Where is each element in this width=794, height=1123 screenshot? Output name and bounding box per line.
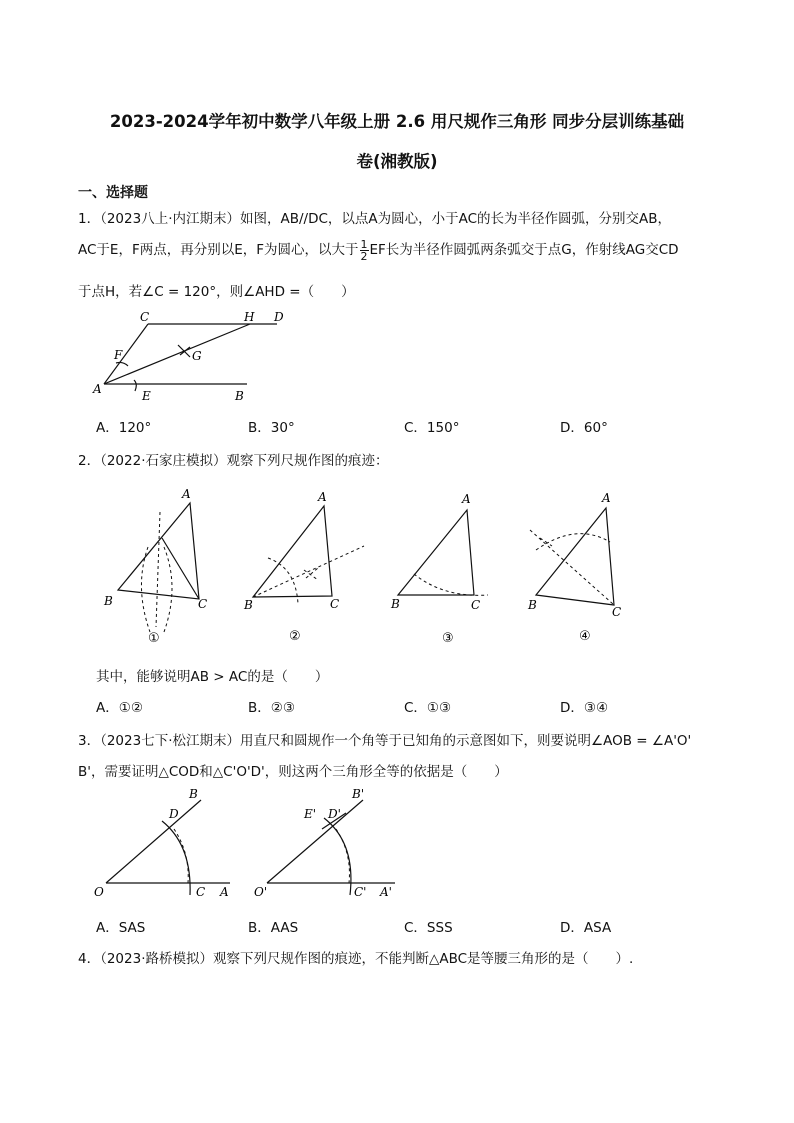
label-E: E xyxy=(142,389,151,403)
q3-option-a[interactable]: A．SAS xyxy=(96,920,146,936)
q3-label-C-prime: C' xyxy=(354,885,367,899)
fraction-half: $\frac{1}{2}$ xyxy=(360,237,368,263)
q1-line2 xyxy=(78,238,679,262)
q3-label-B: B xyxy=(189,787,198,801)
label-G: G xyxy=(192,349,202,363)
q3-figures xyxy=(90,783,410,908)
q3-label-E-prime: E' xyxy=(304,807,317,821)
fig4-label-A: A xyxy=(602,491,611,505)
q2-figures xyxy=(96,482,656,650)
q3-label-C: C xyxy=(196,885,206,899)
q3-label-O: O xyxy=(94,885,104,899)
label-F: F xyxy=(114,348,123,362)
q1-line2a: AC于E，F两点，再分别以E，F为圆心，以大于 xyxy=(78,242,359,258)
section-heading: 一、选择题 xyxy=(78,185,148,201)
fig3-label-C: C xyxy=(471,598,481,612)
q1-option-b[interactable]: B．30° xyxy=(248,420,295,436)
q3-option-c[interactable]: C．SSS xyxy=(404,920,453,936)
fig2-label-A: A xyxy=(318,490,327,504)
fig4-number: ④ xyxy=(579,629,591,644)
q2-line2: 其中，能够说明AB > AC的是（ ） xyxy=(96,669,329,685)
label-C: C xyxy=(140,310,150,324)
q3-label-O-prime: O' xyxy=(254,885,268,899)
fig2-number: ② xyxy=(289,629,301,644)
fig1-label-A: A xyxy=(182,487,191,501)
fig1-label-B: B xyxy=(104,594,113,608)
q1-option-a[interactable]: A．120° xyxy=(96,420,152,436)
page-title: 2023-2024学年初中数学八年级上册 2.6 用尺规作三角形 同步分层训练基础 xyxy=(109,112,685,131)
label-H: H xyxy=(244,310,255,324)
q1-line2b: EF长为半径作圆弧两条弧交于点G，作射线AG交CD xyxy=(369,242,679,258)
q1-line1: 1．（2023八上·内江期末）如图，AB//DC，以点A为圆心，小于AC的长为半径作圆弧，分别交AB， xyxy=(78,211,672,227)
q3-label-D: D xyxy=(169,807,179,821)
page-title-line2: 卷(湘教版) xyxy=(356,152,438,171)
fig1-number: ① xyxy=(148,631,160,646)
q3-label-D-prime: D' xyxy=(328,807,341,821)
label-B: B xyxy=(235,389,244,403)
q3-line1: 3．（2023七下·松江期末）用直尺和圆规作一个角等于已知角的示意图如下，则要说明∠AOB = ∠A'O' xyxy=(78,733,692,749)
q3-label-A-prime: A' xyxy=(380,885,392,899)
q1-figure xyxy=(90,305,300,405)
q2-option-d[interactable]: D．③④ xyxy=(560,700,609,716)
q1-option-d[interactable]: D．60° xyxy=(560,420,608,436)
fig2-label-C: C xyxy=(330,597,340,611)
q2-option-a[interactable]: A．①② xyxy=(96,700,143,716)
q1-option-c[interactable]: C．150° xyxy=(404,420,460,436)
label-D: D xyxy=(274,310,284,324)
q3-label-A: A xyxy=(220,885,229,899)
q2-option-c[interactable]: C．①③ xyxy=(404,700,452,716)
fig3-number: ③ xyxy=(442,631,454,646)
fig4-label-C: C xyxy=(612,605,622,619)
q3-line2: B'，需要证明△COD和△C'O'D'，则这两个三角形全等的依据是（ ） xyxy=(78,764,508,780)
q4-line1: 4．（2023·路桥模拟）观察下列尺规作图的痕迹，不能判断△ABC是等腰三角形的是（ ）. xyxy=(78,951,634,967)
q3-option-d[interactable]: D．ASA xyxy=(560,920,612,936)
label-A: A xyxy=(93,382,102,396)
q2-line1: 2．（2022·石家庄模拟）观察下列尺规作图的痕迹： xyxy=(78,453,389,469)
fig4-label-B: B xyxy=(528,598,537,612)
fig3-label-A: A xyxy=(462,492,471,506)
q1-line3: 于点H，若∠C = 120°，则∠AHD =（ ） xyxy=(78,284,355,300)
q3-label-B-prime: B' xyxy=(352,787,365,801)
fig2-label-B: B xyxy=(244,598,253,612)
fig3-label-B: B xyxy=(391,597,400,611)
fig1-label-C: C xyxy=(198,597,208,611)
q2-option-b[interactable]: B．②③ xyxy=(248,700,295,716)
q3-option-b[interactable]: B．AAS xyxy=(248,920,299,936)
